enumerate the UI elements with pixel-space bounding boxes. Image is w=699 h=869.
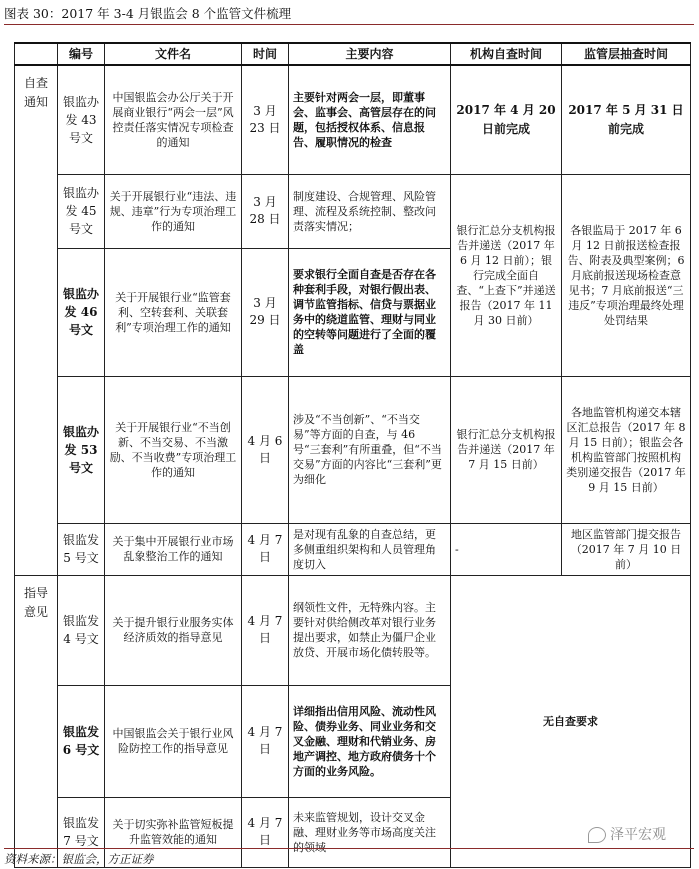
doc-content: 详细指出信用风险、流动性风险、债券业务、同业业务和交叉金融、理财和代销业务、房地产调控、地方政府债务十个方面的业务风险。: [289, 685, 451, 797]
doc-number: 银监发 7 号文: [58, 797, 105, 867]
doc-date: 4 月 7 日: [242, 575, 289, 685]
regulator-check-time: 地区监管部门提交报告（2017 年 7 月 10 日前）: [562, 523, 691, 575]
doc-date: 4 月 6 日: [242, 376, 289, 523]
doc-number: 银监办发 45 号文: [58, 174, 105, 248]
self-check-time: -: [451, 523, 562, 575]
category-guidance: 指导意见: [15, 575, 58, 867]
figure-title: 图表 30：2017 年 3-4 月银监会 8 个监管文件梳理: [4, 4, 694, 25]
doc-content: 涉及“不当创新”、“不当交易”等方面的自查，与 46 号“三套利”有所重叠，但“不当交易”方面的内容比“三套利”更为细化: [289, 376, 451, 523]
header-date: 时间: [242, 43, 289, 65]
header-regulator-check-time: 监管层抽查时间: [562, 43, 691, 65]
doc-number: 银监发 5 号文: [58, 523, 105, 575]
doc-name: 关于集中开展银行业市场乱象整治工作的通知: [105, 523, 242, 575]
category-self-check-notice: 自查通知: [15, 65, 58, 575]
self-check-time: 2017 年 4 月 20 日前完成: [451, 65, 562, 174]
header-number: 编号: [58, 43, 105, 65]
doc-number: 银监办发 46 号文: [58, 248, 105, 376]
table-row: [15, 523, 691, 575]
header-self-check-time: 机构自查时间: [451, 43, 562, 65]
source-footer: 资料来源：银监会，方正证券: [4, 848, 694, 867]
regulator-check-time: 2017 年 5 月 31 日前完成: [562, 65, 691, 174]
table-row: [15, 376, 691, 523]
regulatory-documents-table: [14, 42, 691, 868]
doc-date: 4 月 7 日: [242, 685, 289, 797]
doc-content: 纲领性文件，无特殊内容。主要针对供给侧改革对银行业务提出要求，如禁止为僵尸企业放贷、开展市场化债转股等。: [289, 575, 451, 685]
doc-content: 主要针对两会一层，即董事会、监事会、高管层存在的问题，包括授权体系、信息报告、履职情况的检查: [289, 65, 451, 174]
doc-date: 3 月 23 日: [242, 65, 289, 174]
doc-name: 中国银监会办公厅关于开展商业银行“两会一层”风控责任落实情况专项检查的通知: [105, 65, 242, 174]
doc-number: 银监发 6 号文: [58, 685, 105, 797]
doc-name: 关于提升银行业服务实体经济质效的指导意见: [105, 575, 242, 685]
header-document-name: 文件名: [105, 43, 242, 65]
doc-number: 银监办发 53 号文: [58, 376, 105, 523]
self-check-time: 银行汇总分支机构报告并递送（2017 年 6 月 12 日前）；银行完成全面自查、“上查下”并递送报告（2017 年 11 月 30 日前）: [451, 174, 562, 376]
doc-name: 关于开展银行业“监管套利、空转套利、关联套利”专项治理工作的通知: [105, 248, 242, 376]
doc-date: 3 月 28 日: [242, 174, 289, 248]
header-main-content: 主要内容: [289, 43, 451, 65]
doc-content: 要求银行全面自查是否存在各种套利手段，对银行假出表、调节监管指标、信贷与票据业务中的绕道监管、理财与同业的空转等问题进行了全面的覆盖: [289, 248, 451, 376]
watermark: [588, 824, 666, 844]
doc-date: 4 月 7 日: [242, 523, 289, 575]
doc-name: 关于开展银行业“不当创新、不当交易、不当激励、不当收费”专项治理工作的通知: [105, 376, 242, 523]
doc-date: 3 月 29 日: [242, 248, 289, 376]
wechat-icon: [588, 827, 606, 843]
table-header-row: [15, 43, 691, 65]
doc-content: 制度建设、合规管理、风险管理、流程及系统控制、整改问责落实情况；: [289, 174, 451, 248]
no-self-check-requirement: 无自查要求: [451, 575, 691, 867]
doc-name: 中国银监会关于银行业风险防控工作的指导意见: [105, 685, 242, 797]
table-row: [15, 65, 691, 174]
doc-date: 4 月 7 日: [242, 797, 289, 867]
doc-content: 未来监管规划，设计交叉金融、理财业务等市场高度关注的领域: [289, 797, 451, 867]
self-check-time: 银行汇总分支机构报告并递送（2017 年 7 月 15 日前）: [451, 376, 562, 523]
doc-name: 关于开展银行业“违法、违规、违章”行为专项治理工作的通知: [105, 174, 242, 248]
doc-number: 银监发 4 号文: [58, 575, 105, 685]
doc-number: 银监办发 43 号文: [58, 65, 105, 174]
header-category: [15, 43, 58, 65]
table-row: [15, 575, 691, 685]
doc-name: 关于切实弥补监管短板提升监管效能的通知: [105, 797, 242, 867]
regulator-check-time: 各地监管机构递交本辖区汇总报告（2017 年 8 月 15 日前）；银监会各机构监管部门按照机构类别递交报告（2017 年 9 月 15 日前）: [562, 376, 691, 523]
watermark-text: 泽平宏观: [610, 827, 666, 843]
doc-content: 是对现有乱象的自查总结，更多侧重组织架构和人员管理角度切入: [289, 523, 451, 575]
regulator-check-time: 各银监局于 2017 年 6 月 12 日前报送检查报告、附表及典型案例；6 月底前报送现场检查意见书；7 月底前报送“三违反”专项治理最终处理处罚结果: [562, 174, 691, 376]
table-row: [15, 174, 691, 248]
